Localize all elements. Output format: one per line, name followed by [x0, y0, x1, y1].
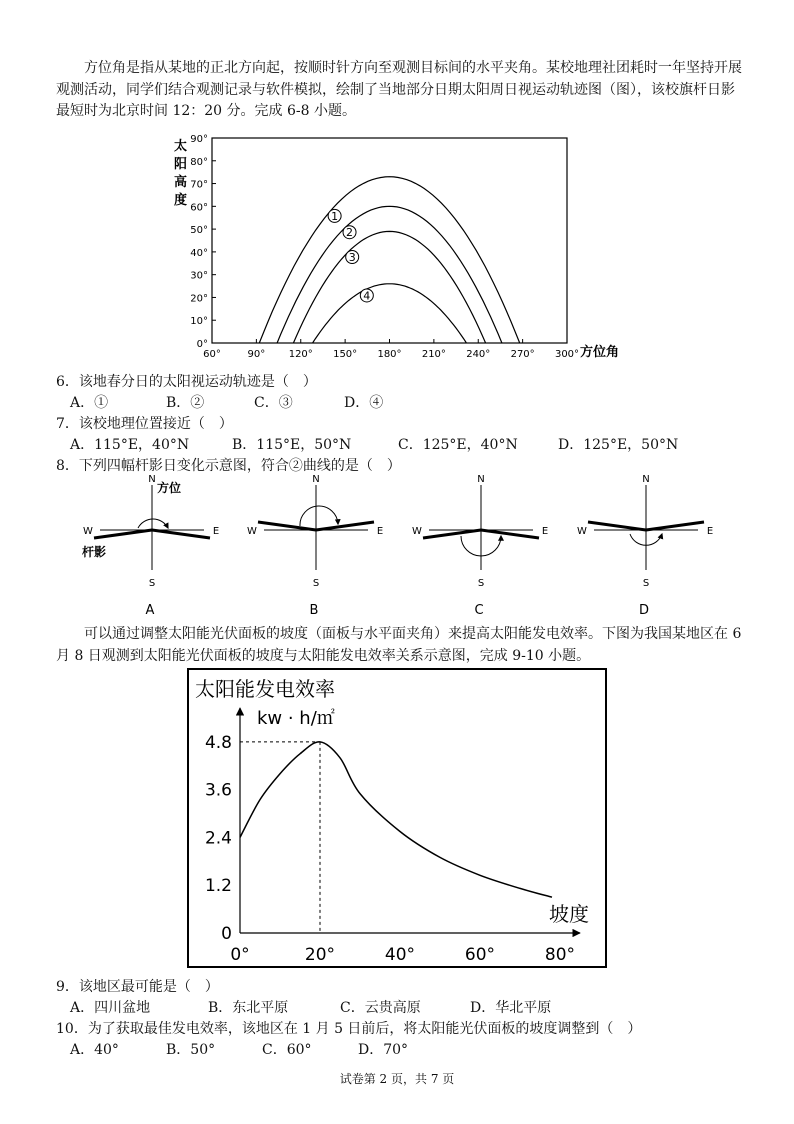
- curve-label-1: 1: [331, 209, 339, 223]
- q10-option-b[interactable]: B．50°: [166, 1042, 216, 1058]
- y-tick-label: 3.6: [204, 780, 232, 801]
- x-tick-label: 60°: [464, 945, 496, 965]
- direction-label: 方位: [157, 481, 182, 495]
- x-tick-label: 300°: [554, 349, 580, 360]
- x-tick-label: 90°: [247, 349, 266, 360]
- y-tick-label: 2.4: [204, 828, 232, 849]
- q9-option-b[interactable]: B．东北平原: [208, 1000, 289, 1016]
- q7-option-c[interactable]: C．125°E，40°N: [398, 437, 518, 453]
- compass-diagram-b: [247, 474, 383, 618]
- x-tick-label: 60°: [203, 349, 221, 360]
- q9-option-d[interactable]: D．华北平原: [470, 1000, 552, 1016]
- compass-diagram-c: [412, 474, 548, 618]
- west-label: W: [247, 526, 257, 537]
- y-tick-label: 90°: [190, 134, 208, 145]
- compass-diagram-a: [82, 474, 219, 618]
- q7-option-d[interactable]: D．125°E，50°N: [558, 437, 679, 453]
- x-tick-label: 20°: [304, 945, 336, 965]
- west-label: W: [577, 526, 587, 537]
- sun-path-2: [277, 206, 502, 343]
- peak-guides: [240, 742, 320, 933]
- intro-paragraph-2: 可以通过调整太阳能光伏面板的坡度（面板与水平面夹角）来提高太阳能发电效率。下图为我国某地区在 6 月 8 日观测到太阳能光伏面板的坡度与太阳能发电效率关系示意图，完成 9-10 小题。: [56, 626, 742, 664]
- shadow-line-east: [481, 530, 539, 538]
- north-label: N: [477, 474, 485, 485]
- south-label: S: [642, 578, 650, 589]
- x-axis-ticks: [230, 945, 575, 965]
- y-axis-title: [174, 138, 187, 208]
- q7-option-a[interactable]: A．115°E，40°N: [70, 437, 190, 453]
- south-label: S: [477, 578, 485, 589]
- q10-option-a[interactable]: A．40°: [70, 1042, 119, 1058]
- chart-unit: kw · h/㎡: [257, 708, 335, 729]
- x-tick-label: 150°: [333, 349, 358, 360]
- east-label: E: [541, 526, 549, 537]
- x-tick-label: 210°: [421, 349, 446, 360]
- sun-path-1: [259, 177, 519, 343]
- east-label: E: [376, 526, 384, 537]
- y-tick-label: 60°: [190, 202, 208, 214]
- q6-options: [70, 392, 383, 412]
- shadow-label: 杆影: [82, 545, 107, 559]
- q6-option-a[interactable]: A．①: [70, 395, 109, 411]
- x-tick-label: 80°: [544, 945, 576, 965]
- q7-option-b[interactable]: B．115°E，50°N: [232, 437, 352, 453]
- efficiency-curve: [240, 742, 552, 897]
- sun-path-curves: [259, 177, 519, 343]
- q8-stem: 8．下列四幅杆影日变化示意图，符合②曲线的是（ ）: [56, 458, 401, 474]
- curve-label-4: 4: [363, 289, 371, 303]
- x-tick-label: 0°: [230, 945, 250, 965]
- shadow-line-east: [152, 530, 210, 538]
- y-tick-label: 40°: [190, 247, 208, 259]
- q6-option-b[interactable]: B．②: [166, 395, 205, 411]
- shadow-line-west: [94, 530, 152, 538]
- west-label: W: [83, 526, 93, 537]
- y-tick-label: 4.8: [204, 732, 232, 753]
- west-label: W: [412, 526, 422, 537]
- x-tick-label: 270°: [510, 349, 535, 360]
- compass-diagram-d: [577, 474, 713, 618]
- q9-option-a[interactable]: A．四川盆地: [70, 1000, 151, 1016]
- chart-title: 太阳能发电效率: [195, 677, 335, 701]
- y-tick-label: 0°: [196, 339, 208, 350]
- sun-path-3: [293, 231, 485, 343]
- shadow-line-west: [258, 522, 316, 530]
- q10-options: [70, 1039, 408, 1059]
- y-axis-title-char: 度: [174, 193, 188, 208]
- q10-stem: 10．为了获取最佳发电效率，该地区在 1 月 5 日前后，将太阳能光伏面板的坡度调整到（ ）: [56, 1021, 642, 1037]
- q9-options: [70, 997, 551, 1017]
- plot-frame: [212, 138, 567, 343]
- y-axis-title-char: 太: [174, 139, 188, 154]
- diagram-letter: D: [638, 603, 650, 618]
- q6-option-c[interactable]: C．③: [254, 395, 293, 411]
- rotation-arrow: [138, 519, 168, 528]
- y-axis-title-char: 阳: [174, 157, 188, 172]
- north-label: N: [642, 474, 650, 485]
- q7-stem: 7．该校地理位置接近（ ）: [56, 416, 233, 432]
- q10-option-d[interactable]: D．70°: [358, 1042, 409, 1058]
- east-label: E: [706, 526, 714, 537]
- shadow-line-west: [588, 522, 646, 530]
- sun-path-4: [313, 284, 467, 343]
- sun-path-chart: [160, 128, 630, 364]
- y-tick-label: 10°: [190, 316, 208, 328]
- east-label: E: [212, 526, 220, 537]
- shadow-line-east: [316, 522, 374, 530]
- x-tick-label: 180°: [377, 349, 402, 360]
- x-tick-label: 240°: [466, 349, 491, 360]
- x-axis-title: 方位角: [580, 345, 620, 360]
- y-tick-label: 30°: [190, 270, 208, 282]
- page-footer: 试卷第 2 页，共 7 页: [339, 1072, 455, 1086]
- south-label: S: [148, 578, 156, 589]
- q9-option-c[interactable]: C．云贵高原: [340, 1000, 421, 1016]
- shadow-line-west: [423, 530, 481, 538]
- diagram-letter: C: [474, 603, 484, 618]
- x-axis-title: 坡度: [549, 902, 589, 926]
- efficiency-chart: [187, 668, 607, 968]
- y-tick-label: 50°: [190, 225, 208, 237]
- y-axis-title-char: 高: [174, 175, 188, 190]
- q7-options: [70, 434, 678, 454]
- north-label: N: [148, 474, 156, 485]
- y-tick-label: 0: [221, 924, 232, 944]
- diagram-letter: B: [309, 603, 319, 618]
- q6-option-d[interactable]: D．④: [344, 395, 384, 411]
- y-tick-label: 80°: [190, 156, 208, 168]
- q10-option-c[interactable]: C．60°: [262, 1042, 312, 1058]
- q9-stem: 9．该地区最可能是（ ）: [56, 979, 219, 995]
- curve-label-2: 2: [346, 226, 354, 240]
- shadow-diagrams: [70, 472, 730, 622]
- curve-label-3: 3: [348, 250, 356, 264]
- y-axis-ticks: [205, 733, 232, 944]
- x-tick-label: 120°: [288, 349, 313, 360]
- rotation-arrow: [300, 506, 338, 526]
- diagram-letter: A: [145, 603, 155, 618]
- y-tick-label: 20°: [190, 293, 208, 305]
- north-label: N: [312, 474, 320, 485]
- south-label: S: [312, 578, 320, 589]
- x-tick-label: 40°: [384, 945, 416, 965]
- y-tick-label: 1.2: [204, 876, 232, 897]
- intro-paragraph-1: 方位角是指从某地的正北方向起，按顺时针方向至观测目标间的水平夹角。某校地理社团耗时一年坚持开展观测活动，同学们结合观测记录与软件模拟，绘制了当地部分日期太阳周日视运动轨迹图（图），该校旗杆日影最短时为北京时间 12：20 分。完成 6-8 小题。: [56, 60, 742, 119]
- y-tick-label: 70°: [190, 179, 208, 191]
- shadow-line-east: [646, 522, 704, 530]
- q6-stem: 6．该地春分日的太阳视运动轨迹是（ ）: [56, 374, 317, 390]
